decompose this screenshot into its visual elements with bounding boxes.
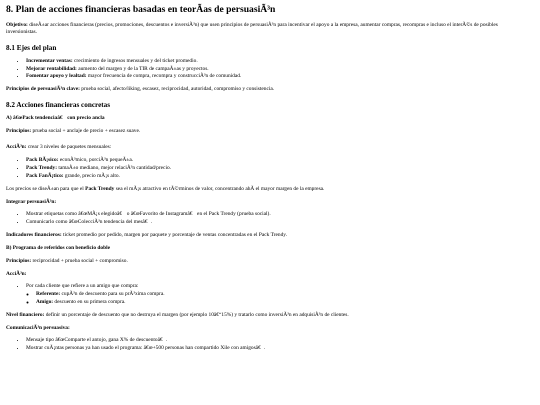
prices-pack-name: Pack Trendy [85,185,115,192]
objective-label: Objetivo: [6,21,28,28]
axes-list [6,58,530,81]
item-text: crecimiento de ingresos mensuales y del ticket promedio. [72,57,198,64]
principles-paragraph [6,86,530,94]
nivel-paragraph [6,312,530,320]
list-item [26,173,530,181]
item-label: Mejorar rentabilidad: [26,65,77,72]
indicadores-paragraph [6,232,530,240]
principles-label: Principios: [6,257,32,264]
action-b-paragraph [6,271,530,279]
pack-label: Pack Trendy: [26,165,57,172]
subsection-a-label: A) â€œPack tendenciaâ€ con precio ancla [6,114,105,121]
principles-text: prueba social + anclaje de precio + escasez suave. [31,127,141,134]
section-heading-8-2: 8.2 Acciones financieras concretas [6,101,111,110]
subsection-b-label: B) Programa de referidos con beneficio doble [6,244,111,251]
integrar-label: Integrar persuasiÃ³n: [6,198,57,205]
pack-label: Pack FanÃ¡tico: [26,172,64,179]
referral-list [6,283,530,306]
list-item [26,283,530,306]
item-label: Fomentar apoyo y lealtad: [26,73,87,80]
list-item: • Mensaje tipo â€œComparte el antojo, gana X% de descuentoâ€. [26,337,530,345]
item-label: Incrementar ventas: [26,57,73,64]
integrar-list [6,211,530,227]
principles-label: Principios de persuasiÃ³n clave: [6,86,80,93]
action-a-paragraph [6,144,530,152]
section-heading-8-1: 8.1 Ejes del plan [6,44,57,53]
com-paragraph [6,325,530,333]
objective-text: diseÃ±ar acciones financieras (precios, promociones, descuentos e inversiÃ³n) que usen principios de persuasiÃ³n para incentivar el apoyo a la empresa, aumentar compras, recompras e incluso el interÃ©s de posibles inversionistas. [6,21,498,36]
pack-text: econÃ³mico, porciÃ³n pequeÃ±a. [58,157,134,164]
item-text: mayor frecuencia de compra, recompra y construcciÃ³n de comunidad. [86,73,242,80]
pack-text: tamaÃ±o mediano, mejor relaciÃ³n cantidad/precio. [57,165,171,172]
prices-text-c: sea el mÃ¡s atractivo en tÃ©rminos de valor, concentrando ahÃ el mayor margen de la empresa. [114,185,325,192]
indicadores-label: Indicadores financieros: [6,232,62,239]
nivel-text: definir un porcentaje de descuento que no destruya el margen (por ejemplo 10â€“15%) y tratarlo como inversiÃ³n en adquisiÃ³n de clientes. [44,311,349,318]
pack-label: Pack BÃ¡sico: [26,157,59,164]
prices-paragraph [6,186,530,194]
list-item: • Comunicarlo como â€œColecciÃ³n tendencia del mesâ€. [26,219,530,227]
principles-label: Principios: [6,127,32,134]
principles-a-paragraph [6,128,530,136]
sub-text: cupÃ³n de descuento para su prÃ³xima compra. [60,291,165,298]
list-item [36,299,530,307]
subsection-title-a [6,115,530,123]
item-text: aumento del margen y de la TIR de campaÃ±as y proyectos. [76,65,209,72]
list-item [36,291,530,299]
prices-text-a: Los precios se diseÃ±an para que el [6,185,86,192]
list-item [26,73,530,81]
principles-text: prueba social, afecto/liking, escasez, reciprocidad, autoridad, compromiso y consistencia. [79,86,275,93]
packs-list [6,157,530,180]
list-item [26,58,530,66]
list-item [26,157,530,165]
com-label: ComunicaciÃ³n persuasiva: [6,324,70,331]
principles-b-paragraph [6,258,530,266]
sub-label: Referente: [36,291,61,298]
integrar-paragraph [6,199,530,207]
objective-paragraph [6,22,530,38]
page-title: 8. Plan de acciones financieras basadas en teorÃas de persuasiÃ³n [6,4,276,15]
action-label: AcciÃ³n: [6,144,27,151]
list-item [26,165,530,173]
action-text: crear 3 niveles de paquetes mensuales: [26,144,112,151]
indicadores-text: ticket promedio por pedido, margen por paquete y porcentaje de ventas concentradas en el Pack Trendy. [61,232,287,239]
principles-text: reciprocidad + prueba social + compromiso. [31,257,128,264]
list-item: • Mostrar etiquetas como â€œMÃ¡s elegidoâ€ o â€œFavorito de Instagramâ€ en el Pack Trendy (prueba social). [26,211,530,219]
com-list [6,337,530,353]
subsection-title-b [6,245,530,253]
referral-sublist [26,291,530,307]
sub-text: descuento en su primera compra. [53,299,126,305]
list-item: • Mostrar cuÃ¡ntas personas ya han usado el programa: â€œ+500 personas han compartido Xile con amigosâ€. [26,345,530,353]
action-label: AcciÃ³n: [6,270,27,277]
nivel-label: Nivel financiero: [6,311,45,318]
pack-text: grande, precio mÃ¡s alto. [63,172,120,179]
referral-text: Por cada cliente que refiere a un amigo que compra: [26,283,139,290]
sub-label: Amigo: [36,299,54,305]
